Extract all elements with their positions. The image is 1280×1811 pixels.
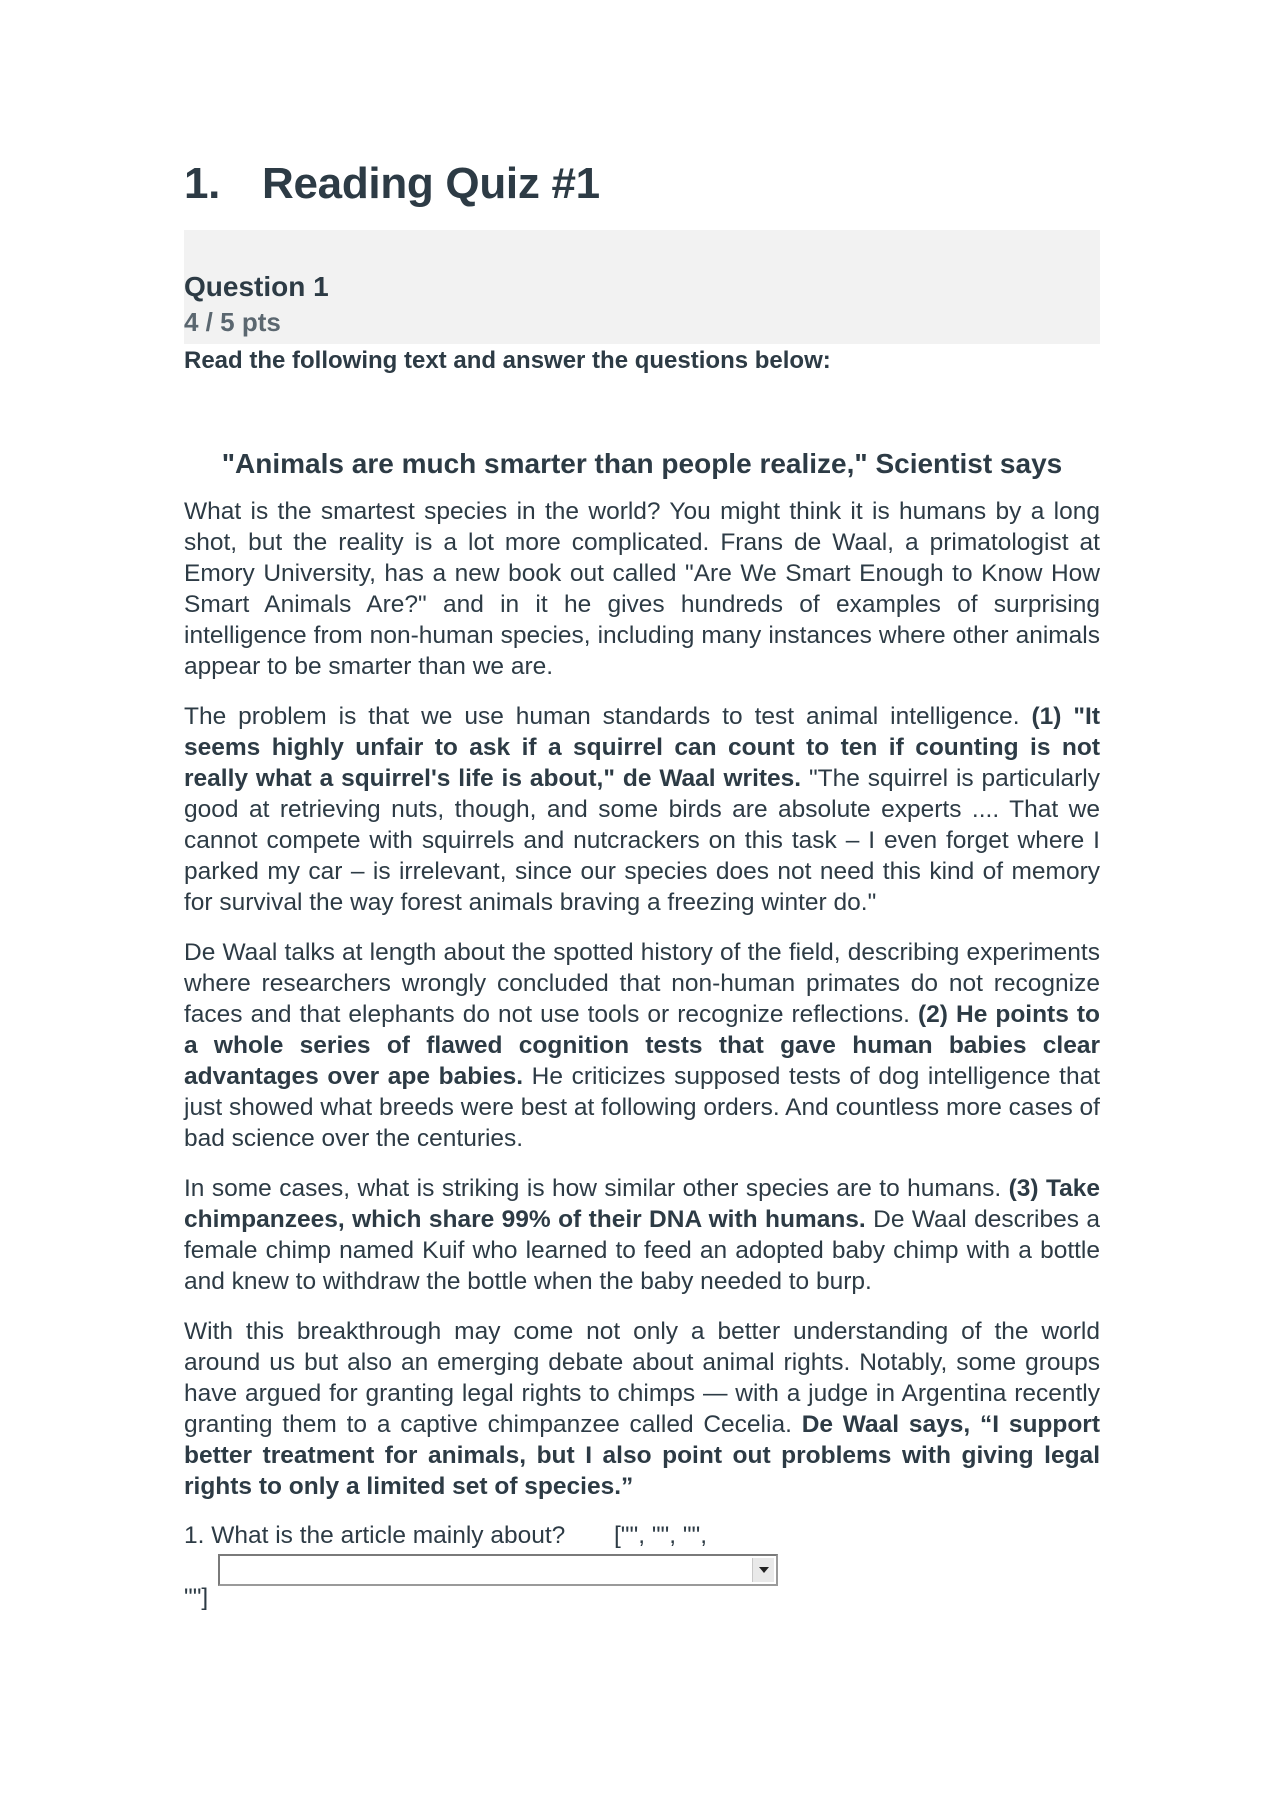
paragraph-text: In some cases, what is striking is how similar other species are to humans.: [184, 1175, 1009, 1202]
article-paragraph-2: [184, 701, 1100, 918]
highlight-1: (1) "It seems highly unfair to ask if a squirrel can count to ten if counting is not really what a squirrel's life is about," de Waal writes.: [184, 703, 1100, 792]
article-paragraph-5: [184, 1316, 1100, 1502]
chevron-down-icon[interactable]: [752, 1558, 774, 1582]
paragraph-text: De Waal describes a female chimp named Kuif who learned to feed an adopted baby chimp with a bottle and knew to withdraw the bottle when the baby needed to burp.: [184, 1206, 1100, 1295]
question-instructions: Read the following text and answer the questions below:: [184, 347, 831, 374]
highlight-2: (2) He points to a whole series of flawed cognition tests that gave human babies clear advantages over ape babies.: [184, 1001, 1101, 1090]
paragraph-text: The problem is that we use human standards to test animal intelligence.: [184, 703, 1032, 730]
answer-options-text: ["", "", "",: [614, 1522, 708, 1549]
sub-question-1: [184, 1520, 1100, 1612]
quiz-page: [184, 150, 1100, 1612]
paragraph-text: He criticizes supposed tests of dog intelligence that just showed what breeds were best at following orders. And countless more cases of bad science over the centuries.: [184, 1063, 1100, 1152]
quiz-title-text: Reading Quiz #1: [262, 159, 600, 208]
highlight-quote: De Waal says, “I support better treatment for animals, but I also point out problems with giving legal rights to only a limited set of species.”: [184, 1411, 1101, 1500]
answer-dropdown[interactable]: [218, 1554, 778, 1586]
paragraph-text: With this breakthrough may come not only a better understanding of the world around us but also an emerging debate about animal rights. Notably, some groups have argued for granting legal rights to chimps — with a judge in Argentina recently granting them to a captive chimpanzee called Cecelia.: [184, 1318, 1100, 1438]
question-header: [184, 230, 1100, 344]
paragraph-text: De Waal talks at length about the spotted history of the field, describing experiments where researchers wrongly concluded that non-human primates do not recognize faces and that elephants do not use tools or recognize reflections.: [184, 939, 1100, 1028]
article-paragraph-4: [184, 1173, 1100, 1297]
quiz-title: [184, 150, 1100, 218]
highlight-3: (3) Take chimpanzees, which share 99% of their DNA with humans.: [184, 1175, 1100, 1233]
question-name: Question 1: [184, 271, 329, 302]
article-paragraph-3: [184, 937, 1100, 1154]
article-title: "Animals are much smarter than people realize," Scientist says: [221, 448, 1063, 479]
answer-options-text-end: ""]: [184, 1584, 209, 1611]
article-paragraph-1: What is the smartest species in the world? You might think it is humans by a long shot, but the reality is a lot more complicated. Frans de Waal, a primatologist at Emory University, has a new book out called "Are We Smart Enough to Know How Smart Animals Are?" and in it he gives hundreds of examples of surprising intelligence from non-human species, including many instances where other animals appear to be smarter than we are.: [184, 498, 1100, 680]
question-points: 4 / 5 pts: [184, 307, 281, 337]
quiz-number: 1.: [184, 159, 221, 208]
paragraph-text: "The squirrel is particularly good at retrieving nuts, though, and some birds are absolute experts .... That we cannot compete with squirrels and nutcrackers on this task – I even forget where I parked my car – is irrelevant, since our species does not need this kind of memory for survival the way forest animals braving a freezing winter do.": [184, 765, 1100, 916]
sub-question-text: 1. What is the article mainly about?: [184, 1522, 566, 1549]
